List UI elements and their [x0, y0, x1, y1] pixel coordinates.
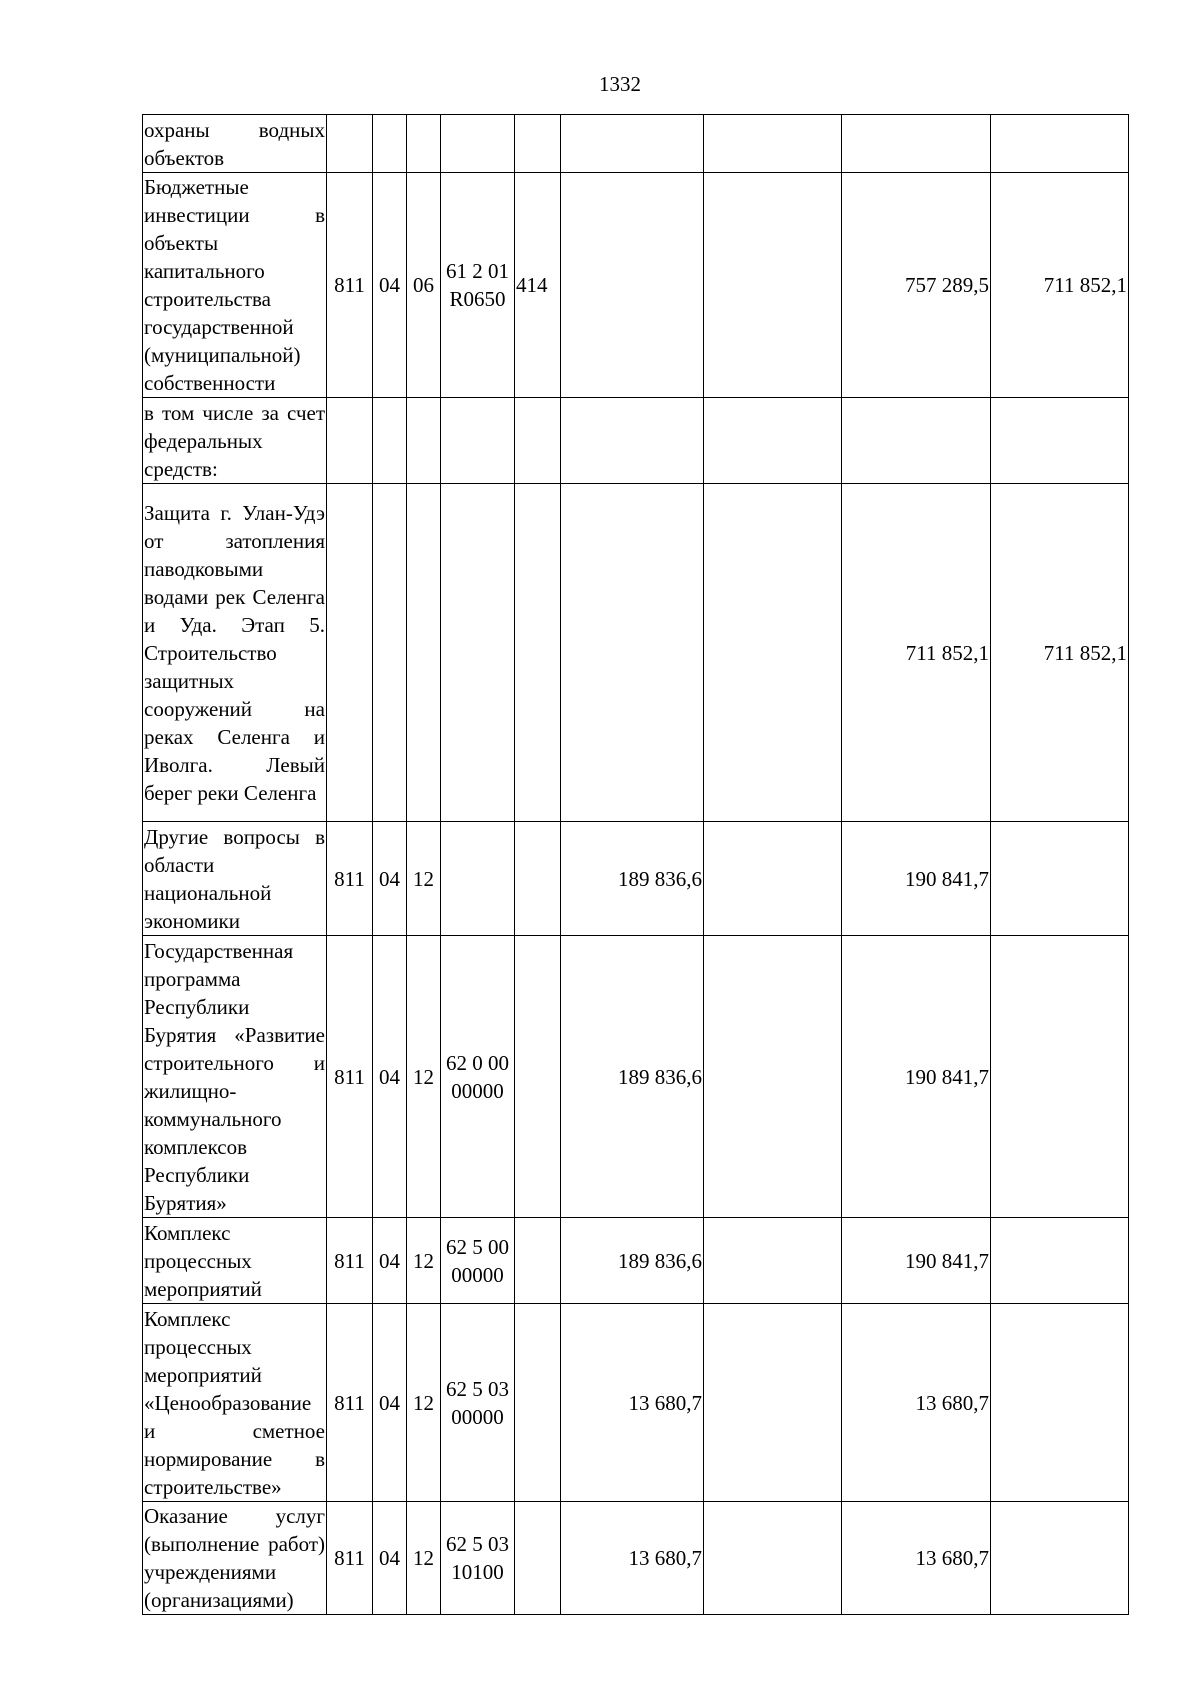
- table-row: [143, 1304, 1129, 1502]
- amount-cell: [842, 398, 991, 484]
- amount-cell: [704, 1502, 842, 1615]
- amount-cell: 13 680,7: [842, 1304, 991, 1502]
- amount-cell: [704, 822, 842, 936]
- amount-cell: 189 836,6: [561, 822, 704, 936]
- razdel-cell: [373, 398, 407, 484]
- row-name-cell: Оказание услуг (выполнение работ) учреждениями (организациями): [143, 1502, 327, 1615]
- amount-cell: 13 680,7: [561, 1502, 704, 1615]
- target-article-cell: 62 0 00 00000: [441, 936, 515, 1218]
- expense-type-cell: [515, 936, 561, 1218]
- amount-cell: [561, 173, 704, 398]
- expense-type-cell: [515, 484, 561, 822]
- amount-cell: [561, 398, 704, 484]
- row-name-cell: охраны водных объектов: [143, 115, 327, 173]
- target-article-cell: [441, 115, 515, 173]
- glava-cell: [327, 115, 373, 173]
- expense-type-cell: [515, 398, 561, 484]
- glava-cell: 811: [327, 173, 373, 398]
- row-name-cell: в том числе за счет федеральных средств:: [143, 398, 327, 484]
- table-row: [143, 1218, 1129, 1304]
- page-number: 1332: [599, 72, 641, 96]
- podrazdel-cell: [407, 484, 441, 822]
- amount-cell: [991, 1502, 1129, 1615]
- budget-table: [142, 114, 1129, 1615]
- amount-cell: [704, 936, 842, 1218]
- amount-cell: [991, 115, 1129, 173]
- podrazdel-cell: 12: [407, 936, 441, 1218]
- target-article-cell: 62 5 00 00000: [441, 1218, 515, 1304]
- amount-cell: [704, 115, 842, 173]
- table-row: [143, 115, 1129, 173]
- amount-cell: 711 852,1: [842, 484, 991, 822]
- row-name-cell: Комплекс процессных мероприятий «Ценообразование и сметное нормирование в строительстве»: [143, 1304, 327, 1502]
- razdel-cell: 04: [373, 1218, 407, 1304]
- row-name-cell: Другие вопросы в области национальной экономики: [143, 822, 327, 936]
- glava-cell: 811: [327, 1304, 373, 1502]
- amount-cell: [991, 398, 1129, 484]
- amount-cell: 13 680,7: [842, 1502, 991, 1615]
- target-article-cell: [441, 484, 515, 822]
- razdel-cell: 04: [373, 1304, 407, 1502]
- amount-cell: 189 836,6: [561, 936, 704, 1218]
- amount-cell: [704, 484, 842, 822]
- amount-cell: [991, 1304, 1129, 1502]
- expense-type-cell: [515, 115, 561, 173]
- row-name-cell: Комплекс процессных мероприятий: [143, 1218, 327, 1304]
- glava-cell: [327, 398, 373, 484]
- table-row: [143, 398, 1129, 484]
- amount-cell: [704, 1218, 842, 1304]
- row-name-cell: Государственная программа Республики Бурятия «Развитие строительного и жилищно-коммунального комплексов Республики Бурятия»: [143, 936, 327, 1218]
- amount-cell: [991, 936, 1129, 1218]
- glava-cell: [327, 484, 373, 822]
- expense-type-cell: [515, 822, 561, 936]
- amount-cell: 757 289,5: [842, 173, 991, 398]
- podrazdel-cell: [407, 115, 441, 173]
- glava-cell: 811: [327, 1502, 373, 1615]
- podrazdel-cell: [407, 398, 441, 484]
- table-row: [143, 173, 1129, 398]
- amount-cell: [561, 484, 704, 822]
- podrazdel-cell: 12: [407, 822, 441, 936]
- amount-cell: [991, 1218, 1129, 1304]
- razdel-cell: 04: [373, 822, 407, 936]
- amount-cell: 711 852,1: [991, 484, 1129, 822]
- expense-type-cell: [515, 1502, 561, 1615]
- amount-cell: 190 841,7: [842, 936, 991, 1218]
- razdel-cell: [373, 484, 407, 822]
- amount-cell: [704, 398, 842, 484]
- amount-cell: 189 836,6: [561, 1218, 704, 1304]
- razdel-cell: 04: [373, 173, 407, 398]
- row-name-cell: Защита г. Улан-Удэ от затопления паводковыми водами рек Селенга и Уда. Этап 5. Строительство защитных сооружений на реках Селенга и Иволга. Левый берег реки Селенга: [143, 484, 327, 822]
- amount-cell: 190 841,7: [842, 1218, 991, 1304]
- podrazdel-cell: 12: [407, 1304, 441, 1502]
- glava-cell: 811: [327, 822, 373, 936]
- expense-type-cell: 414: [515, 173, 561, 398]
- razdel-cell: 04: [373, 1502, 407, 1615]
- table-row: [143, 1502, 1129, 1615]
- row-name-cell: Бюджетные инвестиции в объекты капитального строительства государственной (муниципальной) собственности: [143, 173, 327, 398]
- target-article-cell: 62 5 03 10100: [441, 1502, 515, 1615]
- glava-cell: 811: [327, 936, 373, 1218]
- expense-type-cell: [515, 1218, 561, 1304]
- amount-cell: [991, 822, 1129, 936]
- glava-cell: 811: [327, 1218, 373, 1304]
- amount-cell: [704, 173, 842, 398]
- amount-cell: 13 680,7: [561, 1304, 704, 1502]
- target-article-cell: 61 2 01 R0650: [441, 173, 515, 398]
- razdel-cell: [373, 115, 407, 173]
- table-row: [143, 936, 1129, 1218]
- table-row: [143, 484, 1129, 822]
- table-row: [143, 822, 1129, 936]
- amount-cell: [704, 1304, 842, 1502]
- amount-cell: [842, 115, 991, 173]
- amount-cell: 711 852,1: [991, 173, 1129, 398]
- amount-cell: 190 841,7: [842, 822, 991, 936]
- target-article-cell: 62 5 03 00000: [441, 1304, 515, 1502]
- target-article-cell: [441, 822, 515, 936]
- amount-cell: [561, 115, 704, 173]
- target-article-cell: [441, 398, 515, 484]
- podrazdel-cell: 12: [407, 1218, 441, 1304]
- razdel-cell: 04: [373, 936, 407, 1218]
- expense-type-cell: [515, 1304, 561, 1502]
- podrazdel-cell: 06: [407, 173, 441, 398]
- podrazdel-cell: 12: [407, 1502, 441, 1615]
